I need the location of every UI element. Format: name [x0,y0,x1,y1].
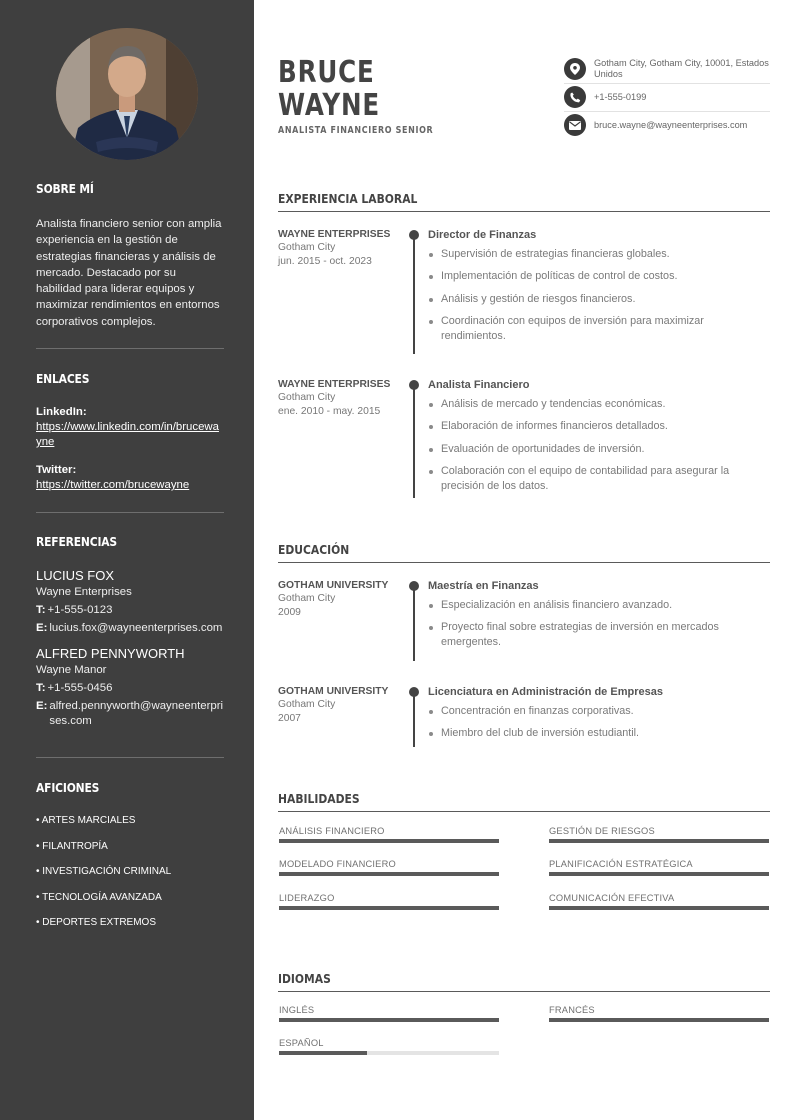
reference-name: LUCIUS FOX [36,568,115,583]
skill-label: MODELADO FINANCIERO [279,859,396,869]
entry-dates: 2009 [278,606,301,618]
skill-bar [549,906,769,910]
timeline-dot [409,230,419,240]
hobby-item: • TECNOLOGÍA AVANZADA [36,891,162,903]
skill-label: ANÁLISIS FINANCIERO [279,826,385,836]
section-rule [278,211,770,212]
sidebar-divider [36,757,224,758]
skill-bar-fill [279,906,499,910]
language-bar [279,1051,499,1055]
bullet-item: Miembro del club de inversión estudiantil. [428,726,770,741]
language-item [279,1005,499,1022]
entry-place: Gotham City [278,392,336,403]
bullet-item: Evaluación de oportunidades de inversión. [428,442,770,457]
hobbies-title: AFICIONES [36,780,100,795]
section-rule [278,811,770,812]
links-section [36,371,224,493]
email-label: E: [36,700,48,712]
skill-label: LIDERAZGO [279,893,335,903]
linkedin-label: LinkedIn: [36,406,87,418]
contact-phone [564,84,770,112]
entry-place: Gotham City [278,593,336,604]
entry-bullets [428,598,770,650]
entry-dates: ene. 2010 - may. 2015 [278,405,381,417]
entry-place: Gotham City [278,699,336,710]
reference-phone: +1-555-0123 [47,604,113,616]
reference-name: ALFRED PENNYWORTH [36,646,185,661]
skill-label: COMUNICACIÓN EFECTIVA [549,893,675,903]
contact-address-text: Gotham City, Gotham City, 10001, Estados Unidos [594,58,769,79]
contact-email [564,112,770,139]
entry-position: Director de Finanzas [428,229,537,241]
skill-bar [549,839,769,843]
full-name [278,56,380,122]
contact-phone-text: +1-555-0199 [594,91,647,102]
entry-bullets [428,247,770,343]
twitter-link[interactable]: https://twitter.com/brucewayne [36,479,190,491]
education-entry [278,685,770,751]
reference-item [36,646,224,729]
hobby-item: • FILANTROPÍA [36,840,108,852]
reference-org: Wayne Manor [36,664,107,676]
skill-bar-fill [549,906,769,910]
skill-label: GESTIÓN DE RIESGOS [549,826,655,836]
bullet-item: Concentración en finanzas corporativas. [428,704,770,719]
contact-address [564,56,770,84]
entry-bullets [428,397,770,493]
timeline-line [413,585,415,661]
section-rule [278,562,770,563]
entry-org: GOTHAM UNIVERSITY [278,580,389,591]
skill-bar [279,839,499,843]
bullet-item: Especialización en análisis financiero avanzado. [428,598,770,613]
hobby-item: • INVESTIGACIÓN CRIMINAL [36,866,172,877]
phone-label: T: [36,604,46,616]
languages-title: IDIOMAS [278,971,331,986]
bullet-item: Análisis de mercado y tendencias económicas. [428,397,770,412]
timeline-dot [409,581,419,591]
contact-list [564,56,770,139]
location-pin-icon [564,58,586,80]
skill-bar-fill [549,872,769,876]
twitter-label: Twitter: [36,464,77,476]
experience-entry [278,228,770,354]
skill-item [549,859,769,876]
sidebar-divider [36,512,224,513]
entry-org: WAYNE ENTERPRISES [278,379,391,390]
contact-email-text[interactable]: bruce.wayne@wayneenterprises.com [594,119,748,130]
reference-org: Wayne Enterprises [36,586,132,598]
skills-title: HABILIDADES [278,791,360,806]
language-label: ESPAÑOL [279,1038,324,1048]
references-title: REFERENCIAS [36,534,117,549]
skill-bar [279,906,499,910]
section-rule [278,991,770,992]
phone-label: T: [36,682,46,694]
sidebar [0,0,254,1120]
email-icon [564,114,586,136]
language-label: INGLÉS [279,1005,315,1015]
skill-label: PLANIFICACIÓN ESTRATÉGICA [549,859,693,869]
language-bar-fill [549,1018,769,1022]
sidebar-divider [36,348,224,349]
hobby-item: • ARTES MARCIALES [36,815,136,826]
about-text: Analista financiero senior con amplia experiencia en la gestión de estrategias financieras y análisis de mercado. Destacado por su habilidad para liderar equipos y maximizar rendimientos en entornos corporativos complejos. [36,218,222,328]
experience-entry [278,378,770,504]
timeline-dot [409,380,419,390]
skill-item [279,859,499,876]
skill-bar-fill [279,839,499,843]
bullet-item: Proyecto final sobre estrategias de inversión en mercados emergentes. [428,620,770,650]
about-title: SOBRE MÍ [36,181,94,196]
entry-dates: 2007 [278,712,301,724]
skill-bar-fill [549,839,769,843]
bullet-item: Implementación de políticas de control de costos. [428,269,770,284]
entry-dates: jun. 2015 - oct. 2023 [278,255,372,267]
skill-item [549,893,769,910]
language-bar [549,1018,769,1022]
entry-position: Licenciatura en Administración de Empresas [428,686,663,698]
bullet-item: Análisis y gestión de riesgos financieros. [428,292,770,307]
skill-item [279,893,499,910]
hobbies-section [36,780,224,943]
skill-bar [279,872,499,876]
bullet-item: Supervisión de estrategias financieras globales. [428,247,770,262]
education-entry [278,579,770,663]
bullet-item: Coordinación con equipos de inversión para maximizar rendimientos. [428,314,770,344]
language-bar-fill [279,1051,367,1055]
about-section [36,181,224,330]
skill-item [549,826,769,843]
timeline-dot [409,687,419,697]
entry-bullets [428,704,770,741]
timeline-line [413,384,415,498]
hobby-item: • DEPORTES EXTREMOS [36,917,157,928]
education-title: EDUCACIÓN [278,542,350,557]
reference-email: lucius.fox@wayneenterprises.com [49,622,223,634]
language-bar-fill [279,1018,499,1022]
entry-org: WAYNE ENTERPRISES [278,229,391,240]
experience-title: EXPERIENCIA LABORAL [278,191,418,206]
skill-bar [549,872,769,876]
reference-email: alfred.pennyworth@wayneenterprises.com [49,700,224,727]
email-label: E: [36,622,48,634]
skill-item [279,826,499,843]
entry-position: Maestría en Finanzas [428,580,539,592]
links-title: ENLACES [36,371,90,386]
reference-item [36,568,224,636]
bullet-item: Elaboración de informes financieros detallados. [428,419,770,434]
timeline-line [413,234,415,354]
profile-photo [56,28,198,160]
language-bar [279,1018,499,1022]
language-label: FRANCÉS [549,1005,595,1015]
timeline-line [413,691,415,747]
skill-bar-fill [279,872,499,876]
first-name: BRUCE [278,55,375,90]
phone-icon [564,86,586,108]
language-item [279,1038,499,1055]
last-name: WAYNE [278,88,381,123]
entry-position: Analista Financiero [428,379,530,391]
job-title: ANALISTA FINANCIERO SENIOR [278,125,434,136]
entry-place: Gotham City [278,242,336,253]
linkedin-link[interactable]: https://www.linkedin.com/in/brucewayne [36,421,219,448]
reference-phone: +1-555-0456 [47,682,113,694]
entry-org: GOTHAM UNIVERSITY [278,686,389,697]
references-section [36,534,224,729]
bullet-item: Colaboración con el equipo de contabilidad para asegurar la precisión de los datos. [428,464,770,494]
language-item [549,1005,769,1022]
